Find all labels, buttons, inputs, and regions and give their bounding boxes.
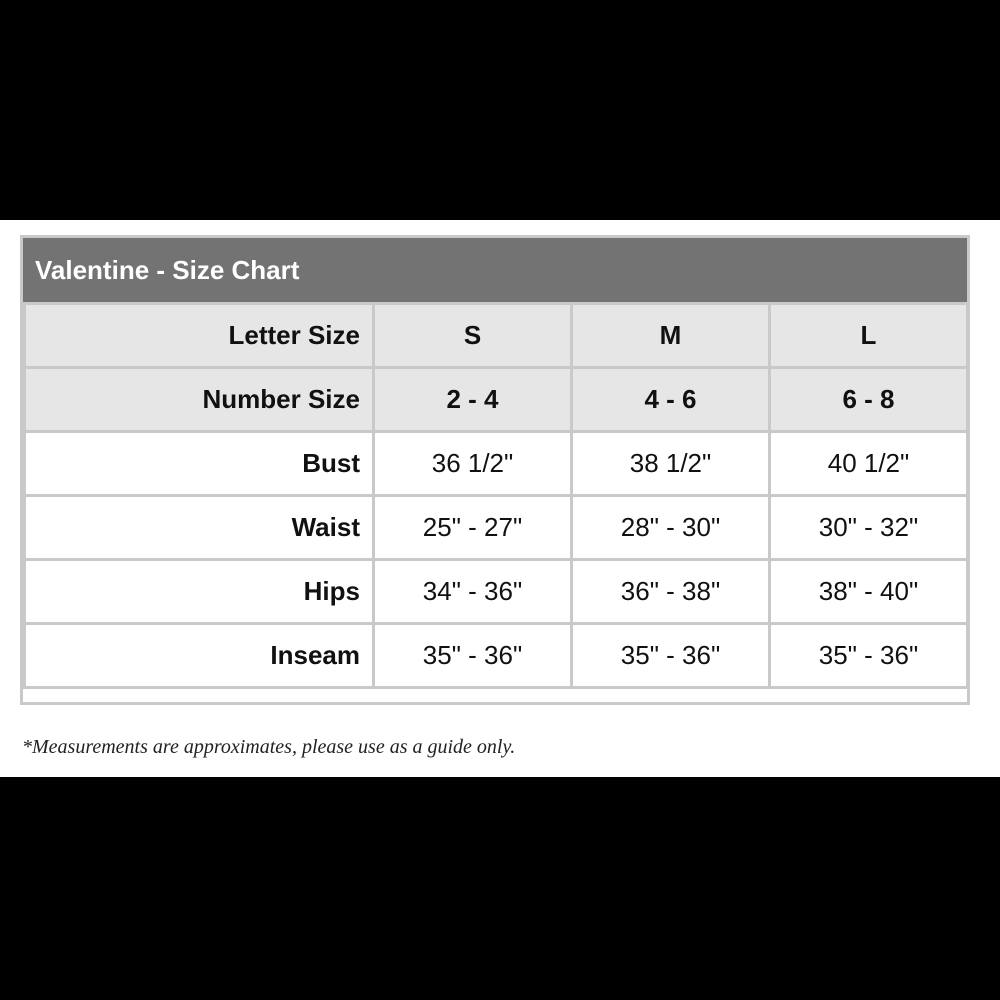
table-row-inseam bbox=[25, 624, 968, 688]
table-cell: 38" - 40" bbox=[770, 560, 968, 624]
table-row-letter-size bbox=[25, 304, 968, 368]
table-cell: M bbox=[572, 304, 770, 368]
table-cell: 4 - 6 bbox=[572, 368, 770, 432]
row-label: Letter Size bbox=[25, 304, 374, 368]
table-cell: 34" - 36" bbox=[374, 560, 572, 624]
measurement-footnote: *Measurements are approximates, please use as a guide only. bbox=[22, 736, 516, 758]
table-cell: 36 1/2" bbox=[374, 432, 572, 496]
table-cell: 30" - 32" bbox=[770, 496, 968, 560]
row-label: Bust bbox=[25, 432, 374, 496]
row-label: Inseam bbox=[25, 624, 374, 688]
table-cell: 36" - 38" bbox=[572, 560, 770, 624]
table-row-bust bbox=[25, 432, 968, 496]
size-chart-panel bbox=[0, 220, 1000, 777]
table-cell: 25" - 27" bbox=[374, 496, 572, 560]
table-cell: L bbox=[770, 304, 968, 368]
table-cell: 38 1/2" bbox=[572, 432, 770, 496]
row-label: Waist bbox=[25, 496, 374, 560]
table-cell: 6 - 8 bbox=[770, 368, 968, 432]
bottom-black-band bbox=[0, 777, 1000, 1000]
table-cell: 28" - 30" bbox=[572, 496, 770, 560]
size-chart-table-container bbox=[20, 235, 970, 705]
table-cell: 40 1/2" bbox=[770, 432, 968, 496]
size-chart-title: Valentine - Size Chart bbox=[23, 238, 967, 302]
table-cell: 35" - 36" bbox=[374, 624, 572, 688]
size-chart-table bbox=[23, 302, 969, 689]
table-cell: 35" - 36" bbox=[770, 624, 968, 688]
table-row-waist bbox=[25, 496, 968, 560]
top-black-band bbox=[0, 0, 1000, 220]
row-label: Number Size bbox=[25, 368, 374, 432]
table-cell: 35" - 36" bbox=[572, 624, 770, 688]
row-label: Hips bbox=[25, 560, 374, 624]
table-row-hips bbox=[25, 560, 968, 624]
table-row-number-size bbox=[25, 368, 968, 432]
table-cell: 2 - 4 bbox=[374, 368, 572, 432]
table-cell: S bbox=[374, 304, 572, 368]
